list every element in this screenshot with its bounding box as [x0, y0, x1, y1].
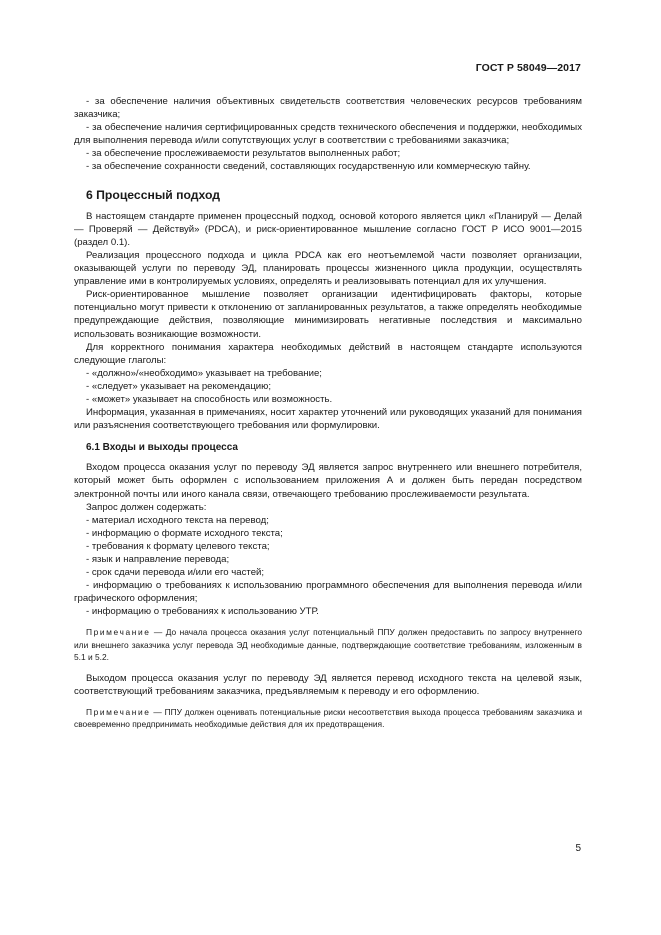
paragraph: Реализация процессного подхода и цикла PDCA как его неотъемлемой части позволяет организации, оказывающей услуги по переводу ЭД, планировать процессы жизненного цикла продукции, осуществлять управление ими в контролируемых условиях, определять и реализовывать потенциал для их улучшения.	[74, 249, 582, 288]
verb-item: - «может» указывает на способность или возможность.	[86, 393, 333, 405]
request-item: - информацию о формате исходного текста;	[86, 527, 283, 539]
paragraph: В настоящем стандарте применен процессный подход, основой которого является цикл «Планируй — Делай — Проверяй — Действуй» (PDCA), и риск-ориентированное мышление согласно ГОСТ Р ИСО 9001—2015 (раздел 0.1).	[74, 210, 582, 248]
intro-item: - за обеспечение наличия объективных свидетельств соответствия человеческих ресурсов требованиям заказчика;	[74, 96, 582, 121]
intro-item: - за обеспечение наличия сертифицированных средств технического обеспечения и поддержки, необходимых для выполнения перевода и/или сопутствующих услуг в соответствии с требованиями заказчика;	[74, 122, 582, 147]
note	[74, 626, 582, 663]
request-item: - требования к формату целевого текста;	[86, 540, 270, 552]
paragraph: Входом процесса оказания услуг по переводу ЭД является запрос внутреннего или внешнего потребителя, который может быть оформлен с использованием приложения А и должен быть передан посредством электронной почты или иного канала связи, отвечающего требованию прослеживаемости результата.	[74, 462, 582, 500]
note-text: — До начала процесса оказания услуг потенциальный ППУ должен предоставить по запросу внутреннего или внешнего заказчика услуг перевода ЭД необходимые данные, подтверждающие соответствие требованиям, изложенным в 5.1 и 5.2.	[74, 627, 582, 662]
page-body	[74, 95, 582, 740]
intro-item: - за обеспечение прослеживаемости результатов выполненных работ;	[86, 148, 401, 160]
request-item: - срок сдачи перевода и/или его частей;	[86, 567, 265, 579]
note-text: — ППУ должен оценивать потенциальные риски несоответствия выхода процесса требованиям заказчика и своевременно предпринимать необходимые действия для их предотвращения.	[74, 707, 582, 730]
request-item: - язык и направление перевода;	[86, 554, 230, 565]
request-item: - информацию о требованиях к использованию УТР.	[86, 606, 319, 618]
note-label: Примечание	[86, 627, 151, 638]
paragraph: Информация, указанная в примечаниях, носит характер уточнений или руководящих указаний для понимания или разъяснения соответствующего требования или формулировки.	[74, 407, 582, 432]
verb-item: - «должно»/«необходимо» указывает на требование;	[86, 367, 322, 379]
request-item: - материал исходного текста на перевод;	[86, 514, 269, 526]
request-item: - информацию о требованиях к использованию программного обеспечения для выполнения перевода и/или графического оформления;	[74, 580, 582, 605]
page-number: 5	[575, 843, 581, 854]
section-6-heading: 6 Процессный подход	[86, 187, 221, 202]
note-label: Примечание	[86, 707, 151, 718]
paragraph: Выходом процесса оказания услуг по переводу ЭД является перевод исходного текста на целевой язык, соответствующий требованиям заказчика, предъявляемым к переводу и его оформлению.	[74, 673, 582, 698]
section-6-1-heading: 6.1 Входы и выходы процесса	[86, 442, 238, 454]
paragraph: Риск-ориентированное мышление позволяет организации идентифицировать факторы, которые потенциально могут привести к отклонению от запланированных результатов, а также определять необходимые предупреждающие действия, позволяющие минимизировать негативные последствия и максимально использовать возникающие возможности.	[74, 289, 582, 340]
paragraph: Запрос должен содержать:	[86, 501, 207, 513]
document-code-header: ГОСТ Р 58049—2017	[475, 62, 581, 74]
note	[74, 706, 582, 730]
intro-item: - за обеспечение сохранности сведений, составляющих государственную или коммерческую тайну.	[86, 161, 531, 173]
verb-item: - «следует» указывает на рекомендацию;	[86, 380, 272, 392]
paragraph: Для корректного понимания характера необходимых действий в настоящем стандарте используются следующие глаголы:	[74, 341, 582, 366]
